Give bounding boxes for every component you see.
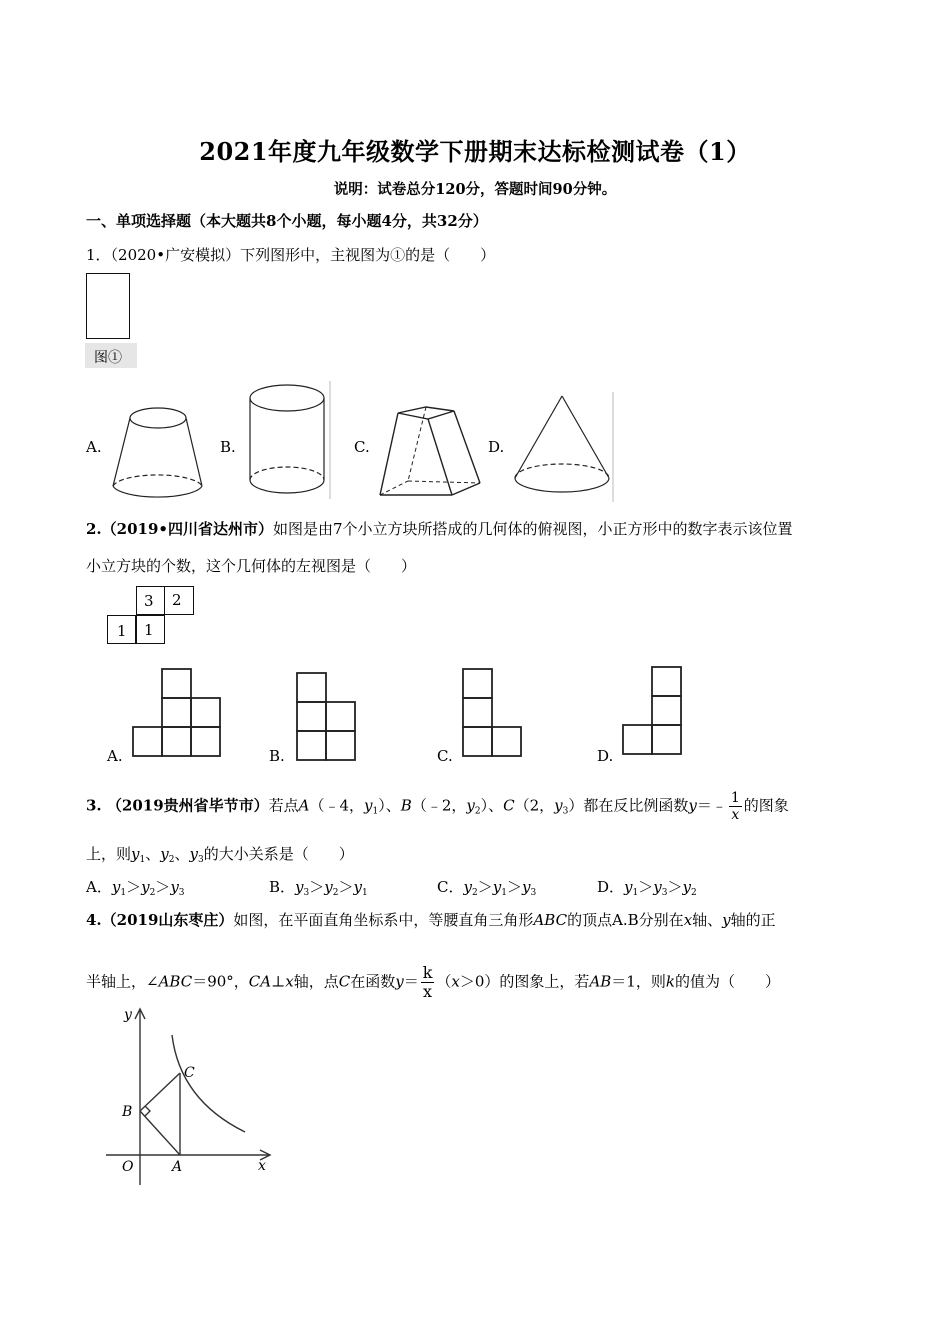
point-b-label: B	[122, 1104, 133, 1120]
q1-option-d-cone[interactable]	[510, 392, 615, 504]
q3-fraction: $\frac{1}{x}$	[730, 790, 740, 823]
q2-option-d-label[interactable]: D.	[597, 747, 614, 765]
point-c-label: C	[184, 1065, 195, 1081]
q1-figure	[86, 271, 136, 369]
axis-x-label: x	[258, 1158, 266, 1174]
q2-option-a-view[interactable]	[131, 668, 223, 760]
question-2-stem-line2: 小立方块的个数，这个几何体的左视图是（ ）	[86, 557, 417, 575]
q2-option-a-label[interactable]: A.	[107, 747, 123, 765]
q1-option-a-label[interactable]: A.	[86, 438, 102, 456]
q3-option-c[interactable]: C．$y_2>y_1>y_3$	[437, 878, 537, 898]
origin-label: O	[122, 1159, 134, 1175]
q2-option-c-label[interactable]: C.	[437, 747, 453, 765]
q1-option-d-label[interactable]: D.	[488, 438, 505, 456]
question-4-stem-line2: 半轴上，∠ABC＝90°，CA⊥x轴，点C在函数y＝ $\frac{k}{x}$ （x＞0）的图象上，若AB＝1，则k的值为（ ）	[86, 963, 780, 1001]
exam-note: 说明：试卷总分120分，答题时间90分钟。	[333, 181, 617, 198]
q2-option-c-view[interactable]	[461, 668, 523, 760]
q3-option-a[interactable]: A．$y_1>y_2>y_3$	[86, 878, 185, 898]
q1-option-c-label[interactable]: C.	[354, 438, 370, 456]
q3-option-b[interactable]: B．$y_3>y_2>y_1$	[269, 878, 368, 898]
q2-option-b-label[interactable]: B.	[269, 747, 285, 765]
q2-option-d-view[interactable]	[621, 666, 685, 758]
section-heading: 一、单项选择题（本大题共8个小题，每小题4分，共32分）	[86, 212, 488, 230]
q2-option-b-view[interactable]	[295, 672, 357, 764]
page-title: 2021年度九年级数学下册期末达标检测试卷（1）	[199, 137, 751, 166]
q4-fraction: $\frac{k}{x}$	[422, 963, 433, 1001]
q1-figure-label: 图①	[94, 350, 122, 366]
q2-source: 2.（2019•四川省达州市）	[86, 520, 273, 538]
q1-option-a-frustum[interactable]	[105, 400, 205, 505]
q3-source: 3. （2019贵州省毕节市）	[86, 796, 269, 815]
q1-option-b-cylinder[interactable]	[246, 381, 332, 501]
q3-option-d[interactable]: D．$y_1>y_3>y_2$	[597, 878, 697, 898]
q2-top-view-grid	[107, 586, 197, 646]
question-1-stem: 1．（2020•广安模拟）下列图形中，主视图为①的是（ ）	[86, 246, 496, 264]
q1-option-c-prism-frustum[interactable]	[376, 403, 484, 501]
grid-number: 2	[172, 591, 182, 609]
question-4-stem-line1: 4.（2019山东枣庄）如图，在平面直角坐标系中，等腰直角三角形ABC的顶点A.B分别在x轴、y轴的正	[86, 911, 776, 929]
point-a-label: A	[172, 1159, 183, 1175]
grid-number: 1	[144, 621, 154, 639]
question-3-stem-line1: 3. （2019贵州省毕节市）若点A（﹣4，$y_1$）、B（﹣2，$y_2$）、C（2，$y_3$）都在反比例函数y＝﹣ $\frac{1}{x}$ 的图象	[86, 790, 789, 823]
axis-y-label: y	[124, 1007, 132, 1023]
grid-number: 1	[117, 622, 127, 640]
question-3-stem-line2: 上，则$y_1$、$y_2$、$y_3$的大小关系是（ ）	[86, 845, 354, 865]
q1-option-b-label[interactable]: B.	[220, 438, 236, 456]
question-2-stem-line1: 2.（2019•四川省达州市）如图是由7个小立方块所搭成的几何体的俯视图，小正方形中的数字表示该位置	[86, 520, 793, 538]
grid-number: 3	[144, 592, 154, 610]
q4-coordinate-graph	[100, 1005, 280, 1190]
q4-source: 4.（2019山东枣庄）	[86, 911, 234, 929]
